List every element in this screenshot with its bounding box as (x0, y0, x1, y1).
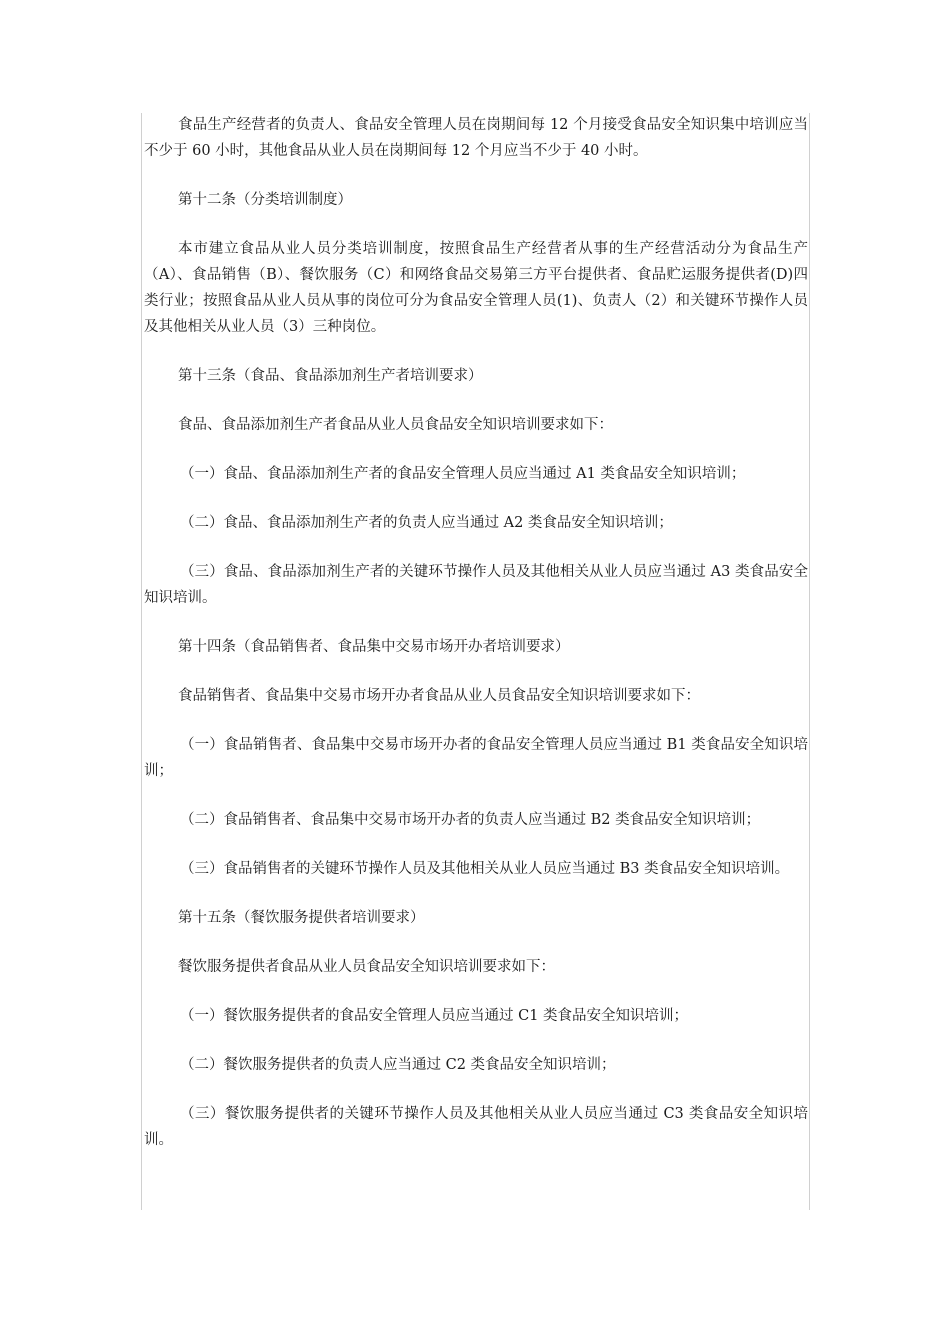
document-body (144, 112, 808, 1176)
list-item-a1: （一）食品、食品添加剂生产者的食品安全管理人员应当通过 A1 类食品安全知识培训； (180, 466, 746, 482)
paragraph-producer-requirements: 食品、食品添加剂生产者食品从业人员食品安全知识培训要求如下： (178, 417, 613, 433)
paragraph-seller-requirements: 食品销售者、食品集中交易市场开办者食品从业人员食品安全知识培训要求如下： (178, 688, 700, 704)
list-item-b1: （一）食品销售者、食品集中交易市场开办者的食品安全管理人员应当通过 B1 类食品安全知识培训； (144, 737, 808, 779)
paragraph-classification-system: 本市建立食品从业人员分类培训制度，按照食品生产经营者从事的生产经营活动分为食品生产（A）、食品销售（B）、餐饮服务（C）和网络食品交易第三方平台提供者、食品贮运服务提供者(D)四类行业；按照食品从业人员从事的岗位可分为食品安全管理人员(1)、负责人（2）和关键环节操作人员及其他相关从业人员（3）三种岗位。 (144, 241, 808, 335)
list-item-c2: （二）餐饮服务提供者的负责人应当通过 C2 类食品安全知识培训； (180, 1057, 616, 1073)
article-12-heading: 第十二条（分类培训制度） (178, 192, 352, 208)
article-15-heading: 第十五条（餐饮服务提供者培训要求） (178, 910, 425, 926)
list-item-a3: （三）食品、食品添加剂生产者的关键环节操作人员及其他相关从业人员应当通过 A3 类食品安全知识培训。 (144, 564, 808, 606)
list-item-c3: （三）餐饮服务提供者的关键环节操作人员及其他相关从业人员应当通过 C3 类食品安全知识培训。 (144, 1106, 808, 1148)
article-13-heading: 第十三条（食品、食品添加剂生产者培训要求） (178, 368, 483, 384)
paragraph-training-hours: 食品生产经营者的负责人、食品安全管理人员在岗期间每 12 个月接受食品安全知识集中培训应当不少于 60 小时，其他食品从业人员在岗期间每 12 个月应当不少于 40 小时。 (144, 117, 808, 159)
paragraph-catering-requirements: 餐饮服务提供者食品从业人员食品安全知识培训要求如下： (178, 959, 555, 975)
list-item-a2: （二）食品、食品添加剂生产者的负责人应当通过 A2 类食品安全知识培训； (180, 515, 673, 531)
list-item-b3: （三）食品销售者的关键环节操作人员及其他相关从业人员应当通过 B3 类食品安全知识培训。 (180, 861, 790, 877)
list-item-c1: （一）餐饮服务提供者的食品安全管理人员应当通过 C1 类食品安全知识培训； (180, 1008, 689, 1024)
article-14-heading: 第十四条（食品销售者、食品集中交易市场开办者培训要求） (178, 639, 570, 655)
list-item-b2: （二）食品销售者、食品集中交易市场开办者的负责人应当通过 B2 类食品安全知识培训； (180, 812, 761, 828)
